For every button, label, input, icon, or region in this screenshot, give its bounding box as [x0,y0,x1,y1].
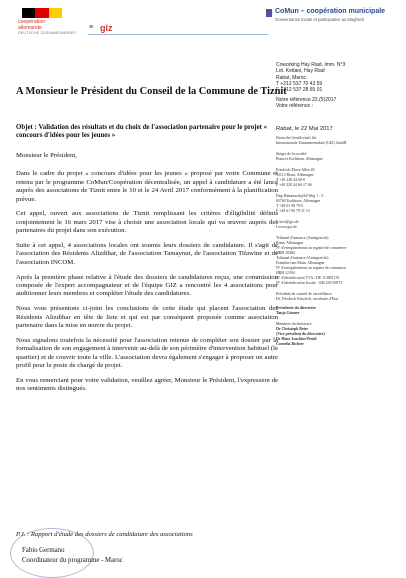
body-paragraph: Suite à cet appel, 4 associations locales ont soumis leurs dossiers de candidature. Il s'agit de l'association des Résidents Alizdihar, de l'association Tamaynut, de l'association Tifawine et de l'association INCOM. [16,242,278,266]
registry-line: N° d'enregistrement au registre de commerce [276,246,347,250]
bonn-address-line: T +49 228 44 60-0 [276,178,306,182]
comun-logo-icon [266,9,272,17]
coop-logo-line3: DEUTSCHE ZUSAMMENARBEIT [18,31,77,35]
sender-address [276,62,345,93]
letter-body [16,152,278,400]
address-line: T +212 537 70 43 59 [276,80,323,87]
signatory-role: Coordinateur du programme - Maroc [22,557,123,564]
member-line: (Vice président du directoire) [276,332,325,336]
your-reference: Votre référence : [276,103,313,110]
registry-line: Frankfurt am Main, Allemagne [276,261,325,265]
coop-logo-line2: allemande [18,25,42,31]
registry-line: Bonn, Allemagne [276,241,304,245]
address-line: Lot. Kettani, Hay Riad [276,68,325,75]
sidebar-registry [276,236,396,286]
registry-line: N° d'identification TVA : DE 113891176 [276,276,340,280]
registry-line: Tribunal d'instance (Amtsgericht) [276,256,329,260]
eschborn-address-line: Dag-Hammarskjöld-Weg 1 - 5 [276,194,324,198]
member-line: Dr Hans-Joachim Preuß [276,337,317,341]
sidebar-board [276,292,396,302]
members-label: Membres du directoire [276,322,312,326]
bonn-address-line: 53113 Bonn, Allemagne [276,173,314,177]
eschborn-address-line: 65760 Eschborn, Allemagne [276,199,321,203]
giz-logo-icon: ≡ [89,24,94,31]
sidebar-bonn-address [276,168,396,188]
registry-line: N° d'enregistrement au registre de commerce [276,266,347,270]
website-link[interactable]: I www.giz.de [276,225,297,229]
eschborn-address-line: T +49 61 96 79-0 [276,204,304,208]
registry-line: Tribunal d'instance (Amtsgericht) [276,236,329,240]
german-flag-icon [22,8,62,18]
signatory-name: Fabio Germano [22,547,65,554]
letter-date: Rabat, le 22 Mai 2017 [276,126,333,132]
subject-line: Objet : Validation des résultats et du choix de l'association partenaire pour le projet « concours d'idées pour les jeunes » [16,124,268,140]
body-paragraph: Nous signalons toutefois la nécessité pour l'association retenue de compléter son dossier par la formalisation de son engagement à intervenir au-delà de son périmètre d'intervention habituel (le quartier) et de couvrir toute la ville. L'association devra également s'engager à proposer un autre profil pour le poste de chargé de projet. [16,336,278,369]
bonn-address-line: Friedrich-Ebert-Allee 40 [276,168,315,172]
registry-line: N° d'identification fiscale : 040 250 56973 [276,281,343,285]
body-paragraph: En vous remerciant pour votre validation, veuillez agréer, Monsieur le Président, l'expression de nos sentiments distingués. [16,376,278,393]
references [276,97,336,110]
directoire-value: Tanja Gönner [276,311,300,315]
recipient-title: A Monsieur le Président du Conseil de la Commune de Tiznit [16,86,287,97]
our-reference: Notre référence 22.(5)2017 [276,97,337,103]
sidebar-seats [276,152,396,162]
registry-line: HRB 12394 [276,271,295,275]
board-value: Dr. Friedrich Kitschelt, secrétaire d'Etat [276,297,338,301]
body-paragraph: Nous vous présentons ci-joint les conclusions de cette étude qui placent l'association des Résidents Alizdihar en tête de liste et qui est par conséquent proposée comme association partenaire dans la mise en œuvre du projet. [16,305,278,329]
seats-label: Sièges de la société [276,152,307,156]
eschborn-address-line: F +49 61 96 79-11 15 [276,209,310,213]
seats-value: Bonn et Eschborn, Allemagne [276,157,323,161]
registry-line: HRB 18384 [276,251,295,255]
header-divider [88,34,268,35]
sidebar-company [276,136,396,146]
comun-logo-title: CoMun – coopération municipale [275,8,386,15]
salutation: Monsieur le Président, [16,152,77,159]
body-paragraph: Après la première phase relative à l'étude des dossiers de candidatures reçus, une commission composée de l'expert accompagnateur et de l'équipe GIZ a rencontré les 4 associations pour auditionner leurs membres et compléter l'étude des candidatures. [16,273,278,298]
member-line: Dr Christoph Beier [276,327,309,331]
member-line: Cornelia Richter [276,342,304,346]
sidebar-eschborn-address [276,194,396,214]
sidebar-directoire [276,306,396,316]
company-line: Deutsche Gesellschaft für [276,136,317,140]
email-link[interactable]: E info@giz.de [276,220,299,224]
comun-logo-subtitle: Gouvernance locale et participative au Maghreb [275,17,364,22]
board-label: Président du conseil de surveillance [276,292,332,296]
body-paragraph: Dans le cadre du projet « concours d'idées pour les jeunes » proposé par votre Commune et retenu par le programme CoMun/Coopération décentralisée, un appel à candidature a été lancé auprès des associations de Tiznit entre le 10 et le 24 Avril 2017 conformément à la planification prévue. [16,170,278,203]
giz-logo: giz [100,23,113,33]
directoire-label: Présidente du directoire [276,306,316,310]
company-line: Internationale Zusammenarbeit (GIZ) GmbH [276,141,347,145]
sidebar-web [276,220,396,230]
bonn-address-line: F +49 228 44 60-17 66 [276,183,312,187]
coop-logo-line1: coopération [18,19,46,25]
address-line: Rabat, Maroc [276,74,307,81]
address-line: F +212 537 28 65 01 [276,87,323,94]
sidebar-members [276,322,396,347]
address-line: Coworking Hay Riad, Imm. N°3 [276,62,346,68]
body-paragraph: Cet appel, ouvert aux associations de Tiznit remplissant les critères d'éligibilité définis conjointement le 16 mars 2017 vise à choisir une association locale qui va œuvrer auprès des partenaires du projet dans son exécution. [16,210,278,235]
attachment-note: P.J. : Rapport d'étude des dossiers de candidature des associations [16,531,193,538]
